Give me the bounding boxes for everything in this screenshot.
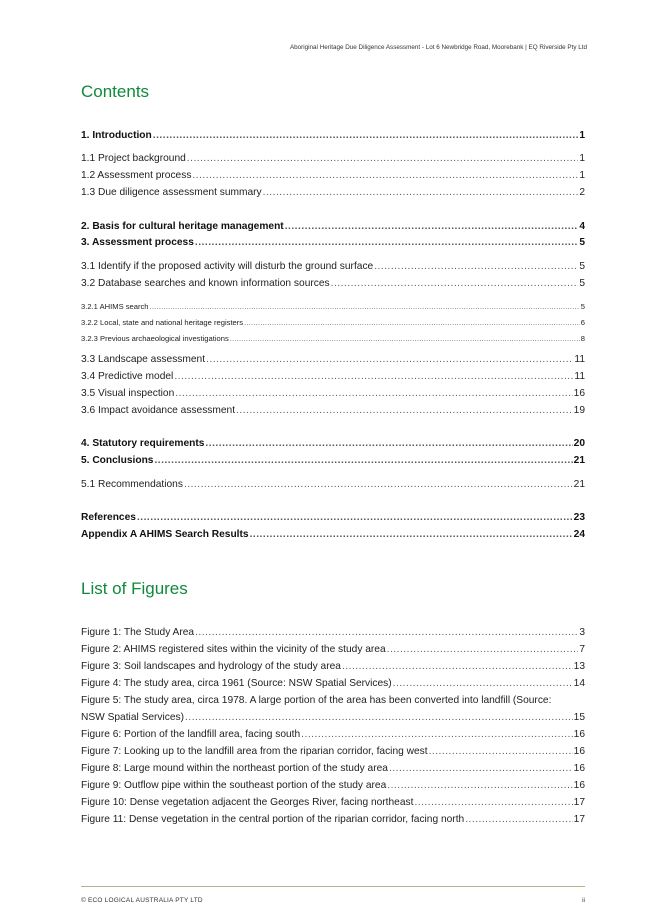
leader-dots <box>236 405 573 416</box>
toc-page: 20 <box>573 438 585 449</box>
toc-entry[interactable] <box>81 221 585 232</box>
toc-page: 11 <box>574 371 585 382</box>
figure-label: NSW Spatial Services) <box>81 712 185 723</box>
leader-dots <box>244 318 580 327</box>
figure-page: 16 <box>573 746 585 757</box>
leader-dots <box>393 678 573 689</box>
toc-label: 3.2.1 AHIMS search <box>81 302 149 311</box>
leader-dots <box>250 529 573 540</box>
toc-label: 3.5 Visual inspection <box>81 388 175 399</box>
leader-dots <box>185 712 573 723</box>
toc-entry[interactable] <box>81 334 585 343</box>
figure-entry[interactable] <box>81 678 585 689</box>
footer-page-number: ii <box>582 897 585 904</box>
toc-entry[interactable] <box>81 187 585 198</box>
toc-entry[interactable] <box>81 512 585 523</box>
leader-dots <box>184 479 573 490</box>
figure-entry[interactable] <box>81 729 585 740</box>
leader-dots <box>374 261 578 272</box>
leader-dots <box>285 221 579 232</box>
toc-label: 3.2.3 Previous archaeological investigations <box>81 334 229 343</box>
figure-label: Figure 7: Looking up to the landfill area from the riparian corridor, facing west <box>81 746 428 757</box>
toc-label: 3. Assessment process <box>81 237 194 248</box>
toc-page: 21 <box>573 455 585 466</box>
toc-entry[interactable] <box>81 302 585 311</box>
toc-entry[interactable] <box>81 529 585 540</box>
leader-dots <box>192 170 578 181</box>
toc-label: 5. Conclusions <box>81 455 154 466</box>
toc-page: 1 <box>579 170 585 181</box>
leader-dots <box>187 153 579 164</box>
toc-page: 24 <box>573 529 585 540</box>
toc-entry[interactable] <box>81 479 585 490</box>
toc-page: 21 <box>573 479 585 490</box>
toc-label: 5.1 Recommendations <box>81 479 183 490</box>
figure-page: 16 <box>573 729 585 740</box>
toc-entry[interactable] <box>81 455 585 466</box>
toc-entry[interactable] <box>81 318 585 327</box>
leader-dots <box>414 797 572 808</box>
figure-label: Figure 3: Soil landscapes and hydrology of the study area <box>81 661 341 672</box>
toc-entry[interactable] <box>81 130 585 141</box>
figure-entry[interactable] <box>81 644 585 655</box>
leader-dots <box>154 455 572 466</box>
toc-label: 1. Introduction <box>81 130 152 141</box>
leader-dots <box>263 187 579 198</box>
figure-label: Figure 8: Large mound within the northeast portion of the study area <box>81 763 388 774</box>
figure-entry[interactable] <box>81 797 585 808</box>
toc-entry[interactable] <box>81 371 585 382</box>
toc-label: 2. Basis for cultural heritage management <box>81 221 284 232</box>
figure-page: 17 <box>573 814 585 825</box>
footer-copyright: © ECO LOGICAL AUSTRALIA PTY LTD <box>81 897 203 904</box>
leader-dots <box>465 814 572 825</box>
toc-label: 1.2 Assessment process <box>81 170 192 181</box>
figure-label: Figure 6: Portion of the landfill area, facing south <box>81 729 301 740</box>
toc-label: 1.1 Project background <box>81 153 186 164</box>
figure-entry-line1[interactable]: Figure 5: The study area, circa 1978. A large portion of the area has been converted into landfill (Source: <box>81 695 552 706</box>
figure-label: Figure 4: The study area, circa 1961 (Source: NSW Spatial Services) <box>81 678 392 689</box>
figures-title: List of Figures <box>81 579 188 598</box>
footer-divider <box>81 886 585 887</box>
figure-page: 17 <box>573 797 585 808</box>
toc-page: 2 <box>579 187 585 198</box>
toc-entry[interactable] <box>81 170 585 181</box>
toc-page: 19 <box>573 405 585 416</box>
toc-entry[interactable] <box>81 354 585 365</box>
toc-label: 3.6 Impact avoidance assessment <box>81 405 236 416</box>
toc-entry[interactable] <box>81 388 585 399</box>
toc-page: 1 <box>579 130 585 141</box>
toc-entry[interactable] <box>81 438 585 449</box>
leader-dots <box>230 334 580 343</box>
figure-entry[interactable] <box>81 746 585 757</box>
leader-dots <box>137 512 573 523</box>
toc-label: 3.1 Identify if the proposed activity will disturb the ground surface <box>81 261 374 272</box>
toc-page: 11 <box>574 354 585 365</box>
figure-page: 3 <box>579 627 585 638</box>
leader-dots <box>150 302 580 311</box>
toc-label: 3.4 Predictive model <box>81 371 174 382</box>
toc-entry[interactable] <box>81 261 585 272</box>
leader-dots <box>195 627 578 638</box>
toc-page: 5 <box>579 278 585 289</box>
toc-page: 1 <box>579 153 585 164</box>
toc-label: References <box>81 512 136 523</box>
figure-label: Figure 1: The Study Area <box>81 627 195 638</box>
leader-dots <box>389 763 573 774</box>
figure-label: Figure 9: Outflow pipe within the southeast portion of the study area <box>81 780 387 791</box>
toc-page: 4 <box>579 221 585 232</box>
leader-dots <box>387 644 579 655</box>
figure-page: 7 <box>579 644 585 655</box>
figure-entry[interactable] <box>81 780 585 791</box>
toc-page: 5 <box>579 261 585 272</box>
leader-dots <box>174 371 573 382</box>
figure-label: Figure 11: Dense vegetation in the central portion of the riparian corridor, facing north <box>81 814 465 825</box>
figure-entry[interactable] <box>81 627 585 638</box>
toc-page: 5 <box>579 237 585 248</box>
leader-dots <box>195 237 578 248</box>
leader-dots <box>342 661 573 672</box>
toc-page: 16 <box>573 388 585 399</box>
toc-label: 3.2 Database searches and known information sources <box>81 278 330 289</box>
figure-entry[interactable] <box>81 814 585 825</box>
figure-entry[interactable] <box>81 763 585 774</box>
leader-dots <box>301 729 572 740</box>
figure-page: 13 <box>573 661 585 672</box>
toc-page: 5 <box>580 302 585 311</box>
toc-entry[interactable] <box>81 278 585 289</box>
contents-title: Contents <box>81 82 150 101</box>
toc-label: 4. Statutory requirements <box>81 438 205 449</box>
toc-entry[interactable] <box>81 153 585 164</box>
leader-dots <box>205 438 572 449</box>
running-header: Aboriginal Heritage Due Diligence Assessment - Lot 6 Newbridge Road, Moorebank | EQ Riverside Pty Ltd <box>289 44 587 51</box>
toc-label: 3.2.2 Local, state and national heritage registers <box>81 318 244 327</box>
toc-label: 3.3 Landscape assessment <box>81 354 206 365</box>
toc-entry[interactable] <box>81 237 585 248</box>
toc-label: Appendix A AHIMS Search Results <box>81 529 249 540</box>
figure-page: 14 <box>573 678 585 689</box>
toc-page: 23 <box>573 512 585 523</box>
leader-dots <box>331 278 579 289</box>
toc-entry[interactable] <box>81 405 585 416</box>
leader-dots <box>429 746 573 757</box>
toc-page: 8 <box>580 334 585 343</box>
figure-entry[interactable] <box>81 661 585 672</box>
figure-page: 15 <box>573 712 585 723</box>
toc-label: 1.3 Due diligence assessment summary <box>81 187 262 198</box>
figure-label: Figure 2: AHIMS registered sites within the vicinity of the study area <box>81 644 386 655</box>
leader-dots <box>175 388 572 399</box>
figure-page: 16 <box>573 763 585 774</box>
figure-label: Figure 10: Dense vegetation adjacent the Georges River, facing northeast <box>81 797 414 808</box>
leader-dots <box>206 354 573 365</box>
figure-page: 16 <box>573 780 585 791</box>
toc-page: 6 <box>580 318 585 327</box>
leader-dots <box>387 780 572 791</box>
leader-dots <box>153 130 579 141</box>
figure-entry[interactable] <box>81 712 585 723</box>
